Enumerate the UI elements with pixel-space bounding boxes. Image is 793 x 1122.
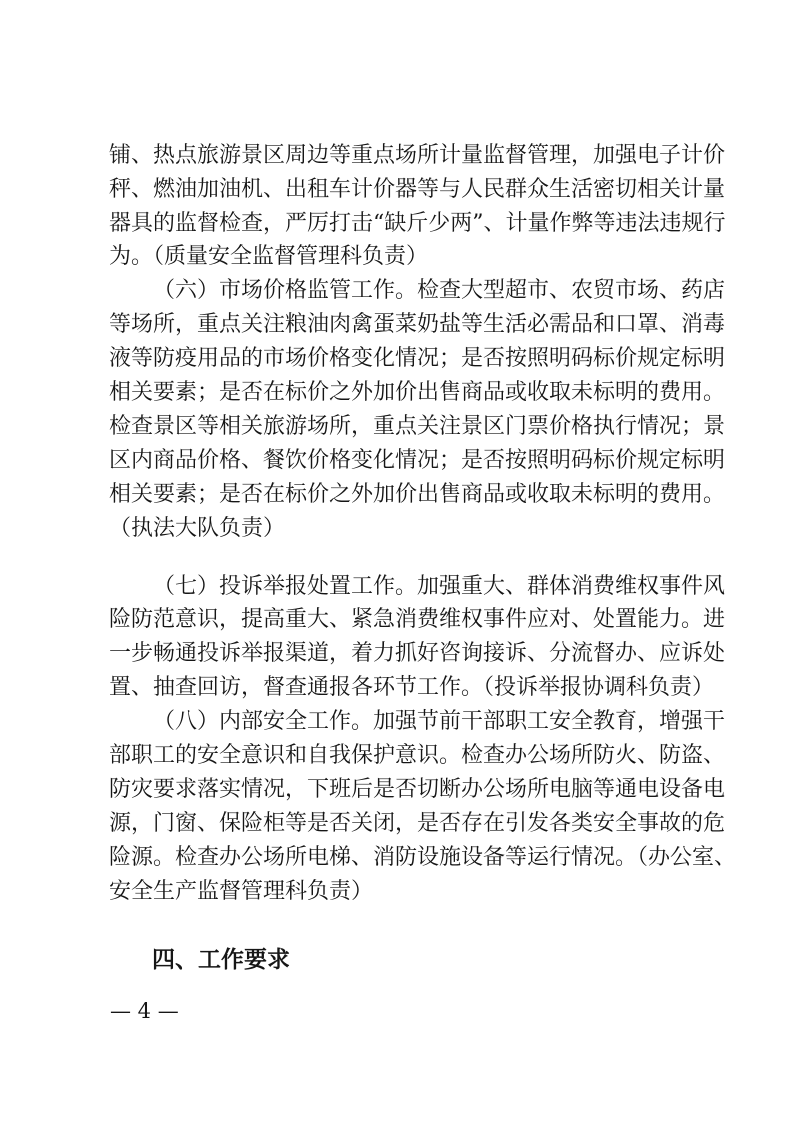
page-number: — 4 —: [110, 999, 179, 1023]
text-line-13: （七）投诉举报处置工作。加强重大、群体消费维权事件风: [153, 574, 726, 599]
text-line-7: 液等防疫用品的市场价格变化情况；是否按照明码标价规定标明: [109, 346, 726, 371]
text-line-21: 险源。检查办公场所电梯、消防设施设备等运行情况。（办公室、: [109, 845, 737, 870]
text-line-19: 防灾要求落实情况，下班后是否切断办公场所电脑等通电设备电: [109, 777, 726, 802]
text-line-9: 检查景区等相关旅游场所，重点关注景区门票价格执行情况；景: [109, 414, 726, 439]
text-line-8: 相关要素；是否在标价之外加价出售商品或收取未标明的费用。: [109, 380, 726, 405]
text-line-18: 部职工的安全意识和自我保护意识。检查办公场所防火、防盗、: [109, 743, 726, 768]
text-line-14: 险防范意识，提高重大、紧急消费维权事件应对、处置能力。进: [109, 607, 726, 632]
text-line-4: 为。（质量安全监督管理科负责）: [109, 244, 429, 269]
text-line-2: 秤、燃油加油机、出租车计价器等与人民群众生活密切相关计量: [109, 177, 726, 202]
text-line-11: 相关要素；是否在标价之外加价出售商品或收取未标明的费用。: [109, 482, 726, 507]
text-line-16: 置、抽查回访，督查通报各环节工作。（投诉举报协调科负责）: [109, 675, 715, 700]
text-line-12: （执法大队负责）: [109, 516, 286, 541]
text-line-6: 等场所，重点关注粮油肉禽蛋菜奶盐等生活必需品和口罩、消毒: [109, 312, 726, 337]
text-line-1: 铺、热点旅游景区周边等重点场所计量监督管理，加强电子计价: [109, 143, 726, 168]
text-line-10: 区内商品价格、餐饮价格变化情况；是否按照明码标价规定标明: [109, 448, 726, 473]
text-line-17: （八）内部安全工作。加强节前干部职工安全教育，增强干: [153, 709, 726, 734]
text-line-5: （六）市场价格监管工作。检查大型超市、农贸市场、药店: [153, 278, 726, 303]
section-heading: 四、工作要求: [152, 947, 290, 973]
text-line-15: 一步畅通投诉举报渠道，着力抓好咨询接诉、分流督办、应诉处: [109, 641, 726, 666]
text-line-20: 源，门窗、保险柜等是否关闭，是否存在引发各类安全事故的危: [109, 811, 726, 836]
text-line-3: 器具的监督检查，严厉打击“缺斤少两”、计量作弊等违法违规行: [109, 211, 726, 236]
text-line-22: 安全生产监督管理科负责）: [109, 879, 374, 904]
